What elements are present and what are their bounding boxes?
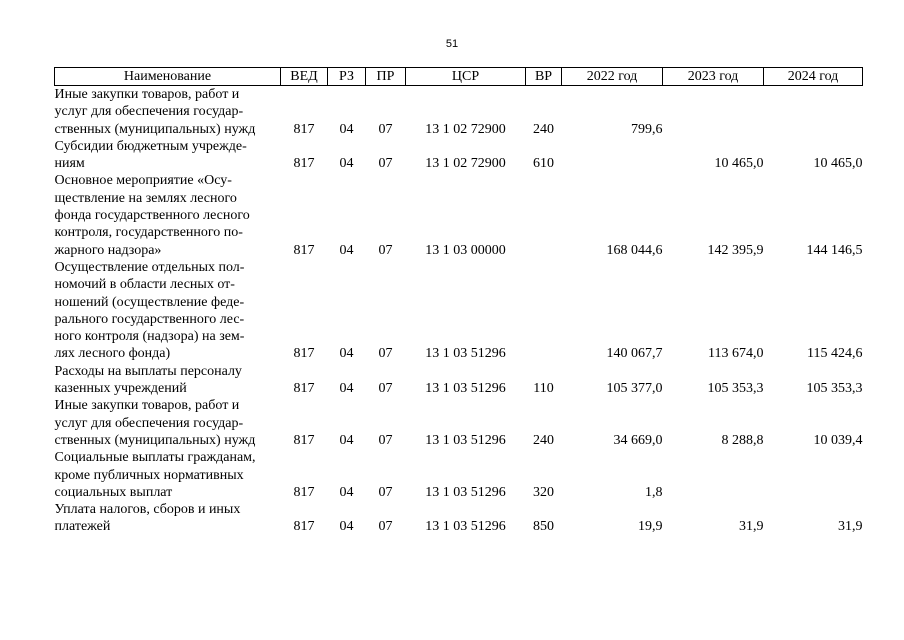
row-rz: 04	[339, 242, 354, 258]
row-ved: 817	[293, 156, 315, 172]
row-name-line: Иные закупки товаров, работ и	[54, 398, 240, 414]
row-name-line: контроля, государственного по-	[54, 225, 243, 241]
header-2023: 2023 год	[663, 68, 764, 86]
row-name-line: Основное мероприятие «Осу-	[54, 173, 232, 189]
header-vr: ВР	[526, 68, 562, 86]
row-name-line: социальных выплат	[54, 484, 173, 500]
row-name-line: ществление на землях лесного	[54, 190, 237, 206]
budget-table	[54, 67, 863, 536]
row-name-line: номочий в области лесных от-	[54, 277, 235, 293]
header-name: Наименование	[55, 68, 281, 86]
table-row	[55, 363, 863, 398]
row-rz: 04	[339, 346, 354, 362]
row-pr: 07	[378, 242, 393, 258]
page-number: 51	[445, 38, 459, 50]
row-name-line: ношений (осуществление феде-	[54, 294, 245, 310]
row-value-2023	[663, 86, 764, 138]
row-ved: 817	[293, 432, 315, 448]
table-row	[55, 259, 863, 363]
row-name-line: кроме публичных нормативных	[54, 467, 244, 483]
row-name-line: услуг для обеспечения государ-	[54, 104, 244, 120]
row-pr: 07	[378, 484, 393, 500]
row-pr: 07	[378, 121, 393, 137]
row-pr: 07	[378, 346, 393, 362]
row-name-line: жарного надзора»	[54, 242, 162, 258]
row-csr: 13 1 03 51296	[425, 346, 506, 362]
row-value-2023: 113 674,0	[708, 346, 764, 362]
row-name	[55, 449, 281, 501]
row-csr: 13 1 03 51296	[425, 381, 506, 397]
row-name-line: фонда государственного лесного	[54, 208, 250, 224]
table-row	[55, 449, 863, 501]
row-value-2022	[562, 138, 663, 173]
row-name-line: ного контроля (надзора) на зем-	[54, 329, 245, 345]
table-row	[55, 397, 863, 449]
row-name-line: платежей	[54, 519, 111, 535]
row-name-line: Иные закупки товаров, работ и	[54, 87, 240, 102]
row-name-line: лях лесного фонда)	[54, 346, 171, 362]
row-vr: 850	[533, 519, 554, 535]
header-csr: ЦСР	[406, 68, 526, 86]
header-rz: РЗ	[328, 68, 366, 86]
row-name-line: Расходы на выплаты персоналу	[54, 363, 242, 379]
row-csr: 13 1 02 72900	[425, 156, 506, 172]
row-name	[55, 501, 281, 536]
row-vr: 320	[533, 484, 554, 500]
row-csr: 13 1 03 00000	[425, 242, 506, 258]
row-vr: 240	[533, 121, 554, 137]
row-rz: 04	[339, 484, 354, 500]
row-name	[55, 138, 281, 173]
row-value-2024	[764, 86, 863, 138]
table-row	[55, 172, 863, 258]
row-rz: 04	[339, 381, 354, 397]
row-name-line: рального государственного лес-	[54, 311, 245, 327]
row-value-2022: 1,8	[645, 484, 663, 500]
row-vr: 110	[533, 381, 554, 397]
row-value-2024: 10 039,4	[813, 432, 863, 448]
row-value-2023: 105 353,3	[707, 381, 764, 397]
row-value-2022: 34 669,0	[613, 432, 663, 448]
row-rz: 04	[339, 121, 354, 137]
row-name-line: ниям	[54, 156, 85, 172]
row-vr: 610	[533, 156, 554, 172]
row-value-2022: 105 377,0	[606, 381, 663, 397]
row-vr	[526, 259, 562, 363]
row-pr: 07	[378, 381, 393, 397]
row-vr: 240	[533, 432, 554, 448]
row-pr: 07	[378, 432, 393, 448]
header-2022: 2022 год	[562, 68, 663, 86]
row-value-2023: 8 288,8	[721, 432, 764, 448]
row-value-2023: 142 395,9	[707, 242, 764, 258]
row-csr: 13 1 02 72900	[425, 121, 506, 137]
row-value-2023: 31,9	[739, 519, 764, 535]
row-value-2022: 168 044,6	[606, 242, 663, 258]
row-name-line: Социальные выплаты гражданам,	[54, 450, 256, 466]
row-value-2023	[663, 449, 764, 501]
row-csr: 13 1 03 51296	[425, 519, 506, 535]
table-row	[55, 86, 863, 138]
row-ved: 817	[293, 484, 315, 500]
row-value-2022: 19,9	[638, 519, 663, 535]
table-row	[55, 138, 863, 173]
row-rz: 04	[339, 519, 354, 535]
row-value-2024: 115 424,6	[807, 346, 863, 362]
row-value-2024: 10 465,0	[813, 156, 863, 172]
row-name	[55, 259, 281, 363]
row-ved: 817	[293, 121, 315, 137]
row-value-2024: 31,9	[838, 519, 863, 535]
row-name-line: ственных (муниципальных) нужд	[54, 121, 256, 137]
row-value-2022: 140 067,7	[606, 346, 663, 362]
row-csr: 13 1 03 51296	[425, 432, 506, 448]
row-rz: 04	[339, 432, 354, 448]
row-ved: 817	[293, 381, 315, 397]
header-pr: ПР	[366, 68, 406, 86]
row-name	[55, 172, 281, 258]
row-name-line: Уплата налогов, сборов и иных	[54, 502, 241, 518]
row-csr: 13 1 03 51296	[425, 484, 506, 500]
row-vr	[526, 172, 562, 258]
table-row	[55, 501, 863, 536]
row-name	[55, 86, 281, 138]
row-pr: 07	[378, 519, 393, 535]
row-value-2023: 10 465,0	[714, 156, 764, 172]
row-name-line: услуг для обеспечения государ-	[54, 415, 244, 431]
row-value-2024: 144 146,5	[806, 242, 863, 258]
row-value-2024: 105 353,3	[806, 381, 863, 397]
row-ved: 817	[293, 242, 315, 258]
row-name-line: казенных учреждений	[54, 381, 187, 397]
row-name	[55, 397, 281, 449]
row-name-line: Субсидии бюджетным учрежде-	[54, 138, 247, 154]
row-ved: 817	[293, 519, 315, 535]
header-ved: ВЕД	[281, 68, 328, 86]
row-ved: 817	[293, 346, 315, 362]
header-row	[55, 68, 863, 86]
row-rz: 04	[339, 156, 354, 172]
table-body	[55, 86, 863, 536]
row-value-2022: 799,6	[631, 121, 663, 137]
row-value-2024	[764, 449, 863, 501]
row-name	[55, 363, 281, 398]
row-name-line: Осуществление отдельных пол-	[54, 259, 245, 275]
row-name-line: ственных (муниципальных) нужд	[54, 432, 256, 448]
row-pr: 07	[378, 156, 393, 172]
header-2024: 2024 год	[764, 68, 863, 86]
